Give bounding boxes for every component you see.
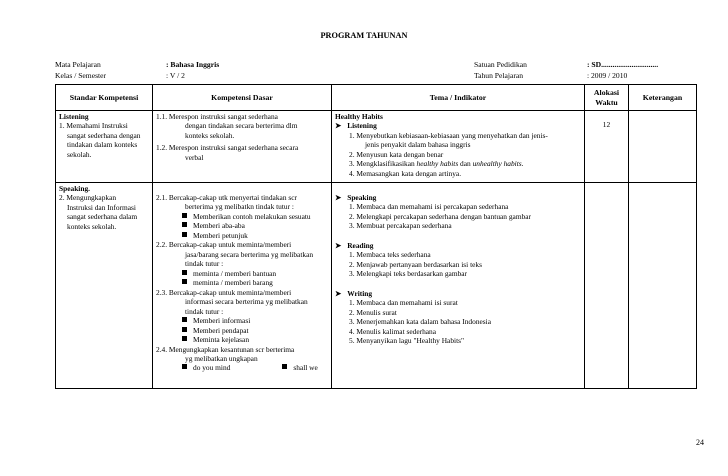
meta-right-values — [587, 60, 658, 81]
kelas-label: Kelas / Semester — [55, 70, 107, 80]
table-row — [56, 111, 697, 183]
arrow-bullet-icon: ➤ — [335, 193, 342, 202]
cell-keterangan-2 — [629, 183, 697, 389]
cell-keterangan-1 — [629, 111, 697, 183]
cell-kd-listening: 1.1. Merespon instruksi sangat sederhana dengan tindakan secara berterima dlm konteks sekolah. 1.2. Merespon instruksi sangat sederhana secara verbal — [153, 111, 332, 183]
square-bullet-icon — [182, 232, 187, 237]
program-table — [55, 84, 697, 389]
square-bullet-icon — [182, 213, 187, 218]
theme-title: Healthy Habits — [335, 112, 383, 121]
header-keterangan: Keterangan — [629, 85, 697, 111]
meta-left-labels — [55, 60, 106, 81]
square-bullet-icon — [182, 336, 187, 341]
square-bullet-icon — [182, 270, 187, 275]
cell-indikator-listening: Healthy Habits ➤ Listening 1. Menyebutkan kebiasaan-kebiasaan yang menyehatkan dan jenis- jenis penyakit dalam bahasa inggris 2. Menyusun kata dengan benar 3. Mengklasifikasikan healthy habits dan unhealthy habits. 4. Memasangkan kata dengan artinya. — [332, 111, 585, 183]
square-bullet-icon — [282, 364, 287, 369]
cell-alokasi-2 — [585, 183, 629, 389]
meta-right-labels — [474, 60, 527, 81]
square-bullet-icon — [182, 279, 187, 284]
satuan-value: : SD.............................. — [587, 60, 659, 69]
header-alokasi-waktu: Alokasi Waktu — [585, 85, 629, 111]
square-bullet-icon — [182, 222, 187, 227]
cell-sk-speaking: Speaking. 2. Mengungkapkan Instruksi dan Informasi sangat sederhana dalam konteks sekolah. — [56, 183, 153, 389]
square-bullet-icon — [182, 317, 187, 322]
page-number: 24 — [696, 438, 704, 447]
header-kompetensi-dasar: Kompetensi Dasar — [153, 85, 332, 111]
cell-alokasi: 12 — [585, 111, 629, 183]
header-standar-kompetensi: Standar Kompetensi — [56, 85, 153, 111]
header-indikator: Tema / Indikator — [332, 85, 585, 111]
square-bullet-icon — [182, 327, 187, 332]
arrow-bullet-icon: ➤ — [335, 288, 342, 298]
mapel-label: Mata Pelajaran — [55, 60, 101, 69]
cell-sk-listening: Listening 1. Memahami Instruksi sangat sederhana dengan tindakan dalam konteks sekolah. — [56, 111, 153, 183]
page-title: PROGRAM TAHUNAN — [320, 31, 408, 40]
square-bullet-icon — [182, 364, 187, 369]
tahun-label: Tahun Pelajaran — [474, 70, 524, 80]
tahun-value: : 2009 / 2010 — [587, 70, 628, 80]
meta-left-values — [166, 60, 219, 81]
arrow-bullet-icon: ➤ — [335, 121, 342, 131]
table-header-row — [56, 85, 697, 111]
satuan-label: Satuan Pedidikan — [474, 60, 527, 69]
kelas-value: : V / 2 — [166, 70, 185, 80]
arrow-bullet-icon: ➤ — [335, 240, 342, 250]
mapel-value: : Bahasa Inggris — [166, 60, 220, 69]
table-row — [56, 183, 697, 389]
cell-indikator-skills: ➤ Speaking 1. Membaca dan memahami isi percakapan sederhana 2. Melengkapi percakapan sederhana dengan bantuan gambar 3. Membuat percakapan sederhana ➤ Reading 1. Membaca teks sederhana 2. Menjawab pertanyaan berdasarkan isi teks 3. Melengkapi teks berdasarkan gambar ➤ Writing 1. Membaca dan memahami isi surat 2. Menulis surat 3. Menerjemahkan kata dalam bahasa Indonesia 4. Menulis kalimat sederhana 5. Menyanyikan lagu "Healthy Habits" — [332, 183, 585, 389]
cell-kd-speaking: 2.1. Bercakap-cakap utk menyertai tindakan scr berterima yg melibatkn tindak tutur : Memberikan contoh melakukan sesuatu Memberi aba-aba Memberi petunjuk 2.2. Bercakap-cakap untuk meminta/memberi jasa/barang secara berterima yg melibatkan tindak tutur : meminta / memberi bantuan meminta / memberi barang 2.3. Bercakap-cakap untuk meminta/memberi informasi secara berterima yg melibatkan tindak tutur : Memberi informasi Memberi pendapat Meminta kejelasan 2.4. Mengungkapkan kesantunan scr berterima yg melibatkan ungkapan do you mind shall we — [153, 183, 332, 389]
